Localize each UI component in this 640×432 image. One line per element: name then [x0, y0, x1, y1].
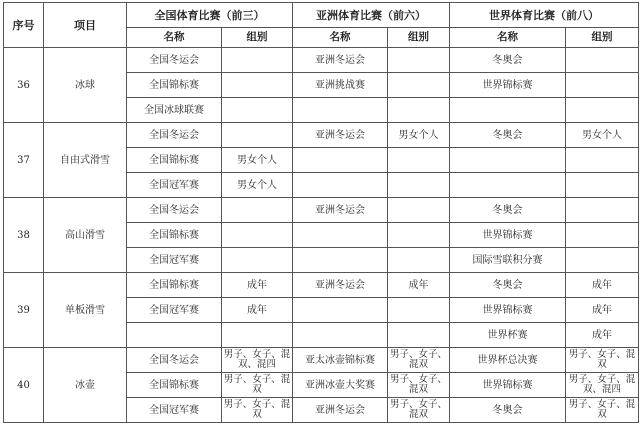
cell-national-group	[222, 198, 293, 223]
cell-national-group: 成年	[222, 273, 293, 298]
cell-asian-group	[388, 73, 450, 98]
header-seq: 序号	[4, 3, 44, 48]
cell-world-name: 冬奥会	[450, 398, 566, 423]
cell-national-group	[222, 98, 293, 123]
competition-table	[3, 2, 639, 423]
cell-national-group: 男子、女子、混双	[222, 398, 293, 423]
cell-national-name: 全国冬运会	[127, 348, 222, 373]
cell-national-group	[222, 323, 293, 348]
cell-asian-group	[388, 298, 450, 323]
cell-asian-group	[388, 148, 450, 173]
header-asian-group: 组别	[388, 28, 450, 48]
cell-national-name: 全国锦标赛	[127, 273, 222, 298]
cell-world-group: 男子、女子、混双	[566, 398, 639, 423]
cell-world-name: 冬奥会	[450, 48, 566, 73]
cell-world-name: 世界锦标赛	[450, 73, 566, 98]
cell-world-group	[566, 73, 639, 98]
cell-asian-group	[388, 48, 450, 73]
cell-asian-name: 亚洲冬运会	[293, 273, 388, 298]
cell-asian-group: 男子、女子、混双	[388, 398, 450, 423]
cell-asian-name	[293, 248, 388, 273]
cell-national-group: 成年	[222, 298, 293, 323]
cell-world-group	[566, 98, 639, 123]
cell-world-group	[566, 198, 639, 223]
cell-item: 冰球	[44, 48, 127, 123]
cell-world-name	[450, 173, 566, 198]
cell-world-name: 世界杯赛	[450, 323, 566, 348]
cell-national-group	[222, 248, 293, 273]
cell-asian-group	[388, 98, 450, 123]
cell-national-group	[222, 48, 293, 73]
table-row	[4, 198, 639, 223]
table-row	[4, 48, 639, 73]
cell-asian-group: 男子、女子、混双	[388, 373, 450, 398]
header-national-name: 名称	[127, 28, 222, 48]
cell-national-name: 全国冬运会	[127, 198, 222, 223]
cell-national-name: 全国冠军赛	[127, 398, 222, 423]
cell-asian-group: 男子、女子、混双	[388, 348, 450, 373]
cell-world-name: 国际雪联积分赛	[450, 248, 566, 273]
header-item: 项目	[44, 3, 127, 48]
cell-seq: 36	[4, 48, 44, 123]
cell-world-group	[566, 223, 639, 248]
cell-asian-group: 男女个人	[388, 123, 450, 148]
cell-item: 自由式滑雪	[44, 123, 127, 198]
cell-world-group	[566, 48, 639, 73]
cell-asian-group	[388, 248, 450, 273]
header-national: 全国体育比赛（前三）	[127, 3, 293, 28]
cell-world-group: 成年	[566, 273, 639, 298]
cell-world-name: 世界杯总决赛	[450, 348, 566, 373]
document-page	[3, 2, 638, 423]
cell-world-name: 世界锦标赛	[450, 298, 566, 323]
cell-asian-name	[293, 98, 388, 123]
header-asian-name: 名称	[293, 28, 388, 48]
cell-world-group: 成年	[566, 323, 639, 348]
cell-world-name: 世界锦标赛	[450, 373, 566, 398]
cell-asian-group: 成年	[388, 273, 450, 298]
cell-asian-name: 亚洲冰壶大奖赛	[293, 373, 388, 398]
cell-asian-name	[293, 298, 388, 323]
cell-national-group: 男子、女子、混双、混四	[222, 348, 293, 373]
cell-national-group	[222, 223, 293, 248]
cell-national-name: 全国冬运会	[127, 123, 222, 148]
header-world-name: 名称	[450, 28, 566, 48]
cell-asian-name	[293, 148, 388, 173]
cell-world-group: 男子、女子、混双	[566, 348, 639, 373]
cell-national-name: 全国冬运会	[127, 48, 222, 73]
cell-national-name: 全国锦标赛	[127, 73, 222, 98]
table-row	[4, 348, 639, 373]
header-national-group: 组别	[222, 28, 293, 48]
header-world: 世界体育比赛（前八）	[450, 3, 639, 28]
cell-world-group: 男女个人	[566, 123, 639, 148]
table-row	[4, 273, 639, 298]
cell-asian-group	[388, 198, 450, 223]
cell-world-group	[566, 148, 639, 173]
cell-national-group	[222, 123, 293, 148]
header-world-group: 组别	[566, 28, 639, 48]
cell-national-name: 全国冠军赛	[127, 173, 222, 198]
table-row	[4, 123, 639, 148]
cell-national-name	[127, 323, 222, 348]
cell-asian-group	[388, 173, 450, 198]
cell-national-name: 全国冠军赛	[127, 298, 222, 323]
cell-asian-name: 亚洲冬运会	[293, 198, 388, 223]
cell-world-name	[450, 148, 566, 173]
header-asian: 亚洲体育比赛（前六）	[293, 3, 450, 28]
cell-national-name: 全国锦标赛	[127, 223, 222, 248]
cell-national-name: 全国冰球联赛	[127, 98, 222, 123]
cell-asian-group	[388, 223, 450, 248]
cell-asian-name	[293, 173, 388, 198]
cell-world-name: 冬奥会	[450, 198, 566, 223]
cell-seq: 38	[4, 198, 44, 273]
cell-national-group: 男女个人	[222, 173, 293, 198]
cell-seq: 39	[4, 273, 44, 348]
cell-seq: 37	[4, 123, 44, 198]
cell-world-name: 世界锦标赛	[450, 223, 566, 248]
cell-national-name: 全国冠军赛	[127, 248, 222, 273]
cell-asian-group	[388, 323, 450, 348]
cell-world-group: 成年	[566, 298, 639, 323]
cell-asian-name: 亚洲冬运会	[293, 48, 388, 73]
cell-world-name	[450, 98, 566, 123]
cell-national-name: 全国锦标赛	[127, 148, 222, 173]
cell-world-group	[566, 173, 639, 198]
cell-national-group: 男子、女子、混双	[222, 373, 293, 398]
cell-asian-name: 亚洲挑战赛	[293, 73, 388, 98]
cell-world-group	[566, 248, 639, 273]
cell-asian-name	[293, 323, 388, 348]
cell-item: 高山滑雪	[44, 198, 127, 273]
cell-item: 单板滑雪	[44, 273, 127, 348]
cell-seq: 40	[4, 348, 44, 423]
cell-national-name: 全国锦标赛	[127, 373, 222, 398]
cell-world-name: 冬奥会	[450, 273, 566, 298]
cell-asian-name: 亚洲冬运会	[293, 398, 388, 423]
cell-national-group	[222, 73, 293, 98]
cell-world-group: 男子、女子、混双、混四	[566, 373, 639, 398]
cell-asian-name	[293, 223, 388, 248]
cell-asian-name: 亚太冰壶锦标赛	[293, 348, 388, 373]
cell-item: 冰壶	[44, 348, 127, 423]
table-body	[4, 48, 639, 423]
cell-world-name: 冬奥会	[450, 123, 566, 148]
cell-asian-name: 亚洲冬运会	[293, 123, 388, 148]
cell-national-group: 男女个人	[222, 148, 293, 173]
